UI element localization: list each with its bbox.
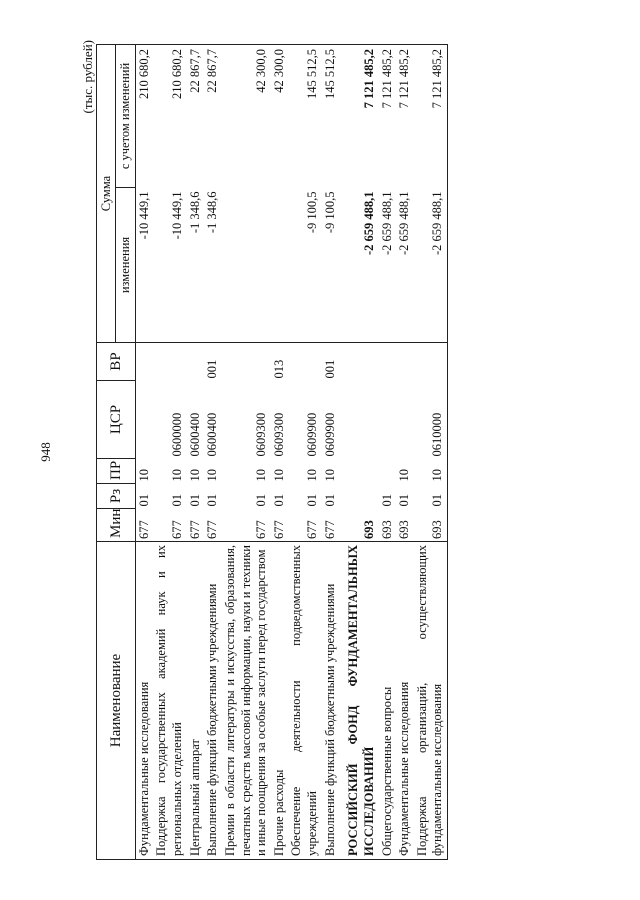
- budget-table: [96, 44, 448, 860]
- row-min: 693: [361, 520, 376, 539]
- table-row: [187, 45, 205, 860]
- table-body: [135, 45, 447, 860]
- row-name: Общегосударственные вопросы: [379, 542, 397, 860]
- row-change: -2 659 488,1: [379, 191, 394, 256]
- row-min: 677: [170, 520, 184, 539]
- row-total: 145 512,5: [288, 45, 321, 188]
- table-row: [135, 45, 153, 860]
- row-total: 7 121 485,2: [339, 45, 378, 188]
- row-name: Центральный аппарат: [187, 542, 205, 860]
- row-name: Премии в области литературы и искусства, образования, печатных средств массовой информации, науки и техники и иные поощрения за особые заслуги перед государством: [222, 542, 271, 860]
- row-vr: [379, 343, 397, 381]
- row-pr: [379, 459, 397, 484]
- row-rz: 01: [305, 494, 319, 507]
- row-change: -2 659 488,1: [361, 191, 376, 256]
- row-rz: 01: [271, 494, 286, 507]
- row-vr: [414, 343, 448, 381]
- row-total: 22 867,7: [187, 45, 205, 188]
- row-min: 677: [271, 520, 286, 539]
- row-rz: 01: [170, 494, 184, 507]
- header-min: Мин: [97, 509, 136, 542]
- row-change: -2 659 488,1: [414, 188, 448, 343]
- row-change: -10 449,1: [170, 191, 184, 240]
- header-name: Наименование: [97, 542, 136, 860]
- row-total: 7 121 485,2: [414, 45, 448, 188]
- row-vr: [396, 343, 414, 381]
- table-row: [339, 45, 378, 860]
- row-csr: [379, 381, 397, 459]
- row-name: Поддержка государственных академий наук и их региональных отделений: [153, 542, 186, 860]
- row-total: 7 121 485,2: [396, 45, 414, 188]
- row-csr: 0600400: [187, 412, 202, 457]
- row-vr: 001: [204, 343, 222, 381]
- row-min: 677: [187, 520, 202, 539]
- table-header: [97, 45, 136, 860]
- rotated-table-sheet: [80, 40, 580, 860]
- row-csr: 0600400: [205, 412, 220, 457]
- row-change: -9 100,5: [305, 191, 319, 234]
- row-rz: 01: [322, 494, 337, 507]
- row-pr: 10: [414, 459, 448, 484]
- row-total: 145 512,5: [322, 45, 340, 188]
- row-change: [222, 188, 271, 343]
- row-pr: 10: [322, 469, 337, 482]
- table-row: [396, 45, 414, 860]
- table-row: [153, 45, 186, 860]
- row-change: -9 100,5: [322, 191, 337, 234]
- row-total: 210 680,2: [153, 45, 186, 188]
- row-min: 677: [322, 520, 337, 539]
- table-row: [414, 45, 448, 860]
- row-csr: 0600000: [170, 412, 184, 457]
- row-total: 42 300,0: [271, 45, 289, 188]
- row-change: -1 348,6: [205, 191, 220, 234]
- row-min: 693: [397, 520, 412, 539]
- header-rz: Рз: [97, 484, 136, 509]
- row-vr: 001: [322, 343, 340, 381]
- header-vr: ВР: [97, 343, 136, 381]
- row-vr: [222, 343, 271, 381]
- row-vr: [135, 343, 153, 381]
- header-total: с учетом изменений: [116, 45, 135, 188]
- table-row: [271, 45, 289, 860]
- row-vr: 013: [271, 343, 289, 381]
- row-pr: 10: [254, 469, 269, 482]
- row-total: 22 867,7: [204, 45, 222, 188]
- row-change: -2 659 488,1: [397, 191, 412, 256]
- row-name: Обеспечение деятельности подведомственных учреждений: [288, 542, 321, 860]
- row-rz: 01: [205, 494, 220, 507]
- row-min: 677: [205, 520, 220, 539]
- row-csr: 0609300: [254, 412, 269, 457]
- row-total: 42 300,0: [222, 45, 271, 188]
- row-pr: 10: [305, 469, 319, 482]
- row-vr: [288, 343, 321, 381]
- row-pr: 10: [170, 469, 184, 482]
- header-csr: ЦСР: [97, 381, 136, 459]
- table-row: [204, 45, 222, 860]
- row-vr: [153, 343, 186, 381]
- table-row: [222, 45, 271, 860]
- row-rz: 01: [187, 494, 202, 507]
- row-min: 677: [136, 520, 151, 539]
- row-rz: 01: [397, 494, 412, 507]
- row-name: Фундаментальные исследования: [396, 542, 414, 860]
- row-rz: [339, 484, 378, 509]
- header-sum: Сумма: [97, 45, 116, 343]
- row-rz: 01: [379, 494, 394, 507]
- row-name: Выполнение функций бюджетными учреждениями: [322, 542, 340, 860]
- row-pr: 10: [271, 469, 286, 482]
- page-number: 948: [38, 442, 53, 462]
- unit-note: (тыс. рублей): [80, 40, 95, 114]
- row-rz: 01: [414, 484, 448, 509]
- row-rz: 01: [136, 494, 151, 507]
- header-change: изменения: [116, 188, 135, 343]
- table-row: [288, 45, 321, 860]
- row-vr: [187, 343, 205, 381]
- row-vr: [339, 343, 378, 381]
- row-name: Прочие расходы: [271, 542, 289, 860]
- row-csr: [339, 381, 378, 459]
- row-change: -10 449,1: [136, 191, 151, 240]
- row-change: [271, 188, 289, 343]
- row-csr: 0609900: [305, 412, 319, 457]
- row-total: 7 121 485,2: [379, 45, 397, 188]
- row-name: Фундаментальные исследования: [135, 542, 153, 860]
- row-min: 693: [379, 520, 394, 539]
- table-row: [379, 45, 397, 860]
- row-csr: [135, 381, 153, 459]
- row-csr: [396, 381, 414, 459]
- row-rz: 01: [254, 494, 269, 507]
- row-min: 677: [305, 520, 319, 539]
- row-name: РОССИЙСКИЙ ФОНД ФУНДАМЕНТАЛЬНЫХ ИССЛЕДОВАНИЙ: [339, 542, 378, 860]
- table-row: [322, 45, 340, 860]
- row-total: 210 680,2: [135, 45, 153, 188]
- row-name: Поддержка организаций, осуществляющих фундаментальные исследования: [414, 542, 448, 860]
- row-pr: 10: [397, 469, 412, 482]
- row-pr: [339, 459, 378, 484]
- row-csr: 0609300: [271, 412, 286, 457]
- row-pr: 10: [187, 469, 202, 482]
- row-pr: 10: [205, 469, 220, 482]
- row-csr: 0610000: [414, 381, 448, 459]
- row-csr: 0609900: [322, 412, 337, 457]
- row-min: 693: [414, 509, 448, 542]
- row-pr: 10: [136, 469, 151, 482]
- row-change: -1 348,6: [187, 191, 202, 234]
- row-min: 677: [254, 520, 269, 539]
- header-pr: ПР: [97, 459, 136, 484]
- row-name: Выполнение функций бюджетными учреждениями: [204, 542, 222, 860]
